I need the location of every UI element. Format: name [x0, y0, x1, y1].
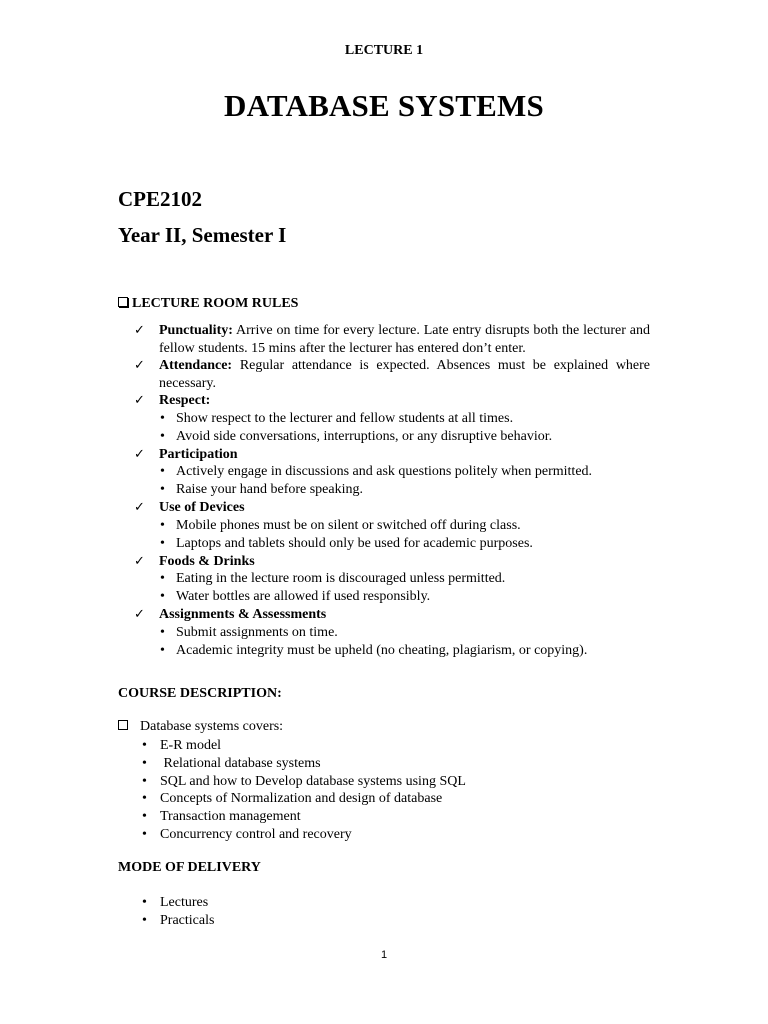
rule-item: [134, 392, 650, 410]
rule-subitem-text: Show respect to the lecturer and fellow students at all times.: [176, 410, 514, 426]
course-topic-text: Concepts of Normalization and design of database: [160, 791, 443, 807]
rule-subitem-text: Raise your hand before speaking.: [176, 482, 363, 497]
course-topic-text: Concurrency control and recovery: [160, 826, 352, 842]
course-description-intro-text: Database systems covers:: [140, 719, 284, 734]
rule-item: [134, 499, 650, 517]
checkmark-icon: ✓: [134, 446, 145, 462]
course-topic-text: Relational database systems: [160, 755, 321, 771]
rule-text: [159, 553, 650, 571]
rule-subitem: [134, 410, 650, 428]
checkbox-square-icon: [118, 297, 128, 307]
rule-subitem: [134, 463, 650, 481]
rule-subitem: [134, 428, 650, 446]
checkbox-square-icon: [118, 720, 128, 730]
course-topic-text: Transaction management: [160, 809, 301, 825]
rule-subitem-text: Submit assignments on time.: [176, 624, 338, 640]
lecture-room-rules-heading: [118, 296, 298, 312]
course-topics-list: [142, 737, 466, 844]
course-code: CPE2102: [118, 187, 202, 211]
bullet-icon: •: [142, 755, 147, 771]
rule-text: [159, 392, 650, 410]
bullet-icon: •: [160, 589, 165, 604]
rule-subitem-text: Actively engage in discussions and ask questions politely when permitted.: [176, 464, 593, 479]
delivery-mode-text: Practicals: [160, 912, 215, 928]
course-topic-item: [142, 790, 466, 808]
rule-item: [134, 553, 650, 571]
rule-description: Regular attendance is expected. Absences must be explained where necessary.: [159, 358, 651, 391]
checkmark-icon: ✓: [134, 607, 145, 622]
delivery-mode-item: [142, 912, 214, 930]
delivery-mode-text: Lectures: [160, 895, 209, 910]
rule-subitem-text: Water bottles are allowed if used responsibly.: [176, 589, 431, 604]
rule-subitem-text: Academic integrity must be upheld (no cheating, plagiarism, or copying).: [176, 642, 588, 658]
checkmark-icon: ✓: [134, 500, 145, 515]
rule-subitem: [134, 624, 650, 642]
rule-item: [134, 322, 650, 357]
bullet-icon: •: [142, 738, 147, 753]
course-topic-text: E-R model: [160, 738, 222, 753]
rule-label: Punctuality:: [159, 323, 233, 338]
lecture-label: LECTURE 1: [344, 43, 424, 58]
rule-label: Use of Devices: [159, 500, 245, 515]
rule-subitem: [134, 570, 650, 588]
checkmark-icon: ✓: [134, 358, 145, 373]
bullet-icon: •: [142, 773, 147, 789]
bullet-icon: •: [142, 895, 147, 910]
rule-subitem-text: Mobile phones must be on silent or switched off during class.: [176, 517, 521, 533]
bullet-icon: •: [160, 428, 165, 444]
rule-subitem-text: Avoid side conversations, interruptions, or any disruptive behavior.: [176, 428, 553, 444]
course-topic-item: [142, 826, 466, 844]
rule-subitem: [134, 642, 650, 660]
course-topic-item: [142, 755, 466, 773]
rule-item: [134, 606, 650, 624]
delivery-mode-item: [142, 894, 214, 912]
bullet-icon: •: [160, 517, 165, 533]
rule-text: [159, 606, 650, 624]
rule-label: Participation: [159, 446, 238, 462]
rule-subitem: [134, 481, 650, 499]
bullet-icon: •: [142, 809, 147, 825]
delivery-modes-list: [142, 894, 214, 930]
rule-subitem: [134, 517, 650, 535]
rule-subitem-text: Laptops and tablets should only be used for academic purposes.: [176, 535, 533, 551]
checkmark-icon: ✓: [134, 553, 145, 569]
rule-label: Attendance:: [159, 358, 233, 373]
course-topic-text: SQL and how to Develop database systems using SQL: [160, 773, 466, 789]
rule-item: [134, 446, 650, 464]
rule-label: Assignments & Assessments: [159, 607, 327, 622]
rule-subitem-text: Eating in the lecture room is discouraged unless permitted.: [176, 571, 506, 586]
bullet-icon: •: [160, 464, 165, 479]
rule-label: Foods & Drinks: [159, 553, 255, 569]
rule-item: [134, 357, 650, 392]
rule-text: [159, 499, 650, 517]
rule-text: [159, 357, 650, 392]
rule-label: Respect:: [159, 393, 211, 408]
page-number: 1: [380, 949, 388, 961]
course-topic-item: [142, 773, 466, 791]
bullet-icon: •: [160, 535, 165, 551]
bullet-icon: •: [142, 826, 147, 842]
bullet-icon: •: [142, 912, 147, 928]
checkmark-icon: ✓: [134, 323, 145, 338]
checkmark-icon: ✓: [134, 393, 145, 408]
bullet-icon: •: [160, 642, 165, 658]
rule-text: [159, 446, 650, 464]
rule-subitem: [134, 535, 650, 553]
lecture-room-rules-heading-text: LECTURE ROOM RULES: [132, 296, 299, 311]
course-topic-item: [142, 808, 466, 826]
bullet-icon: •: [160, 624, 165, 640]
bullet-icon: •: [142, 791, 147, 807]
rules-list: [134, 322, 650, 660]
bullet-icon: •: [160, 482, 165, 497]
rule-text: [159, 322, 650, 357]
course-topic-item: [142, 737, 466, 755]
course-description-intro: [118, 719, 283, 735]
bullet-icon: •: [160, 571, 165, 586]
mode-of-delivery-heading: MODE OF DELIVERY: [118, 860, 261, 875]
year-semester: Year II, Semester I: [118, 223, 287, 247]
rule-description: Arrive on time for every lecture. Late entry disrupts both the lecturer and fellow students. 15 mins after the lecturer has entered don’t enter.: [159, 323, 651, 356]
course-description-heading: COURSE DESCRIPTION:: [118, 686, 282, 701]
rule-subitem: [134, 588, 650, 606]
document-title: DATABASE SYSTEMS: [224, 88, 544, 123]
bullet-icon: •: [160, 410, 165, 426]
